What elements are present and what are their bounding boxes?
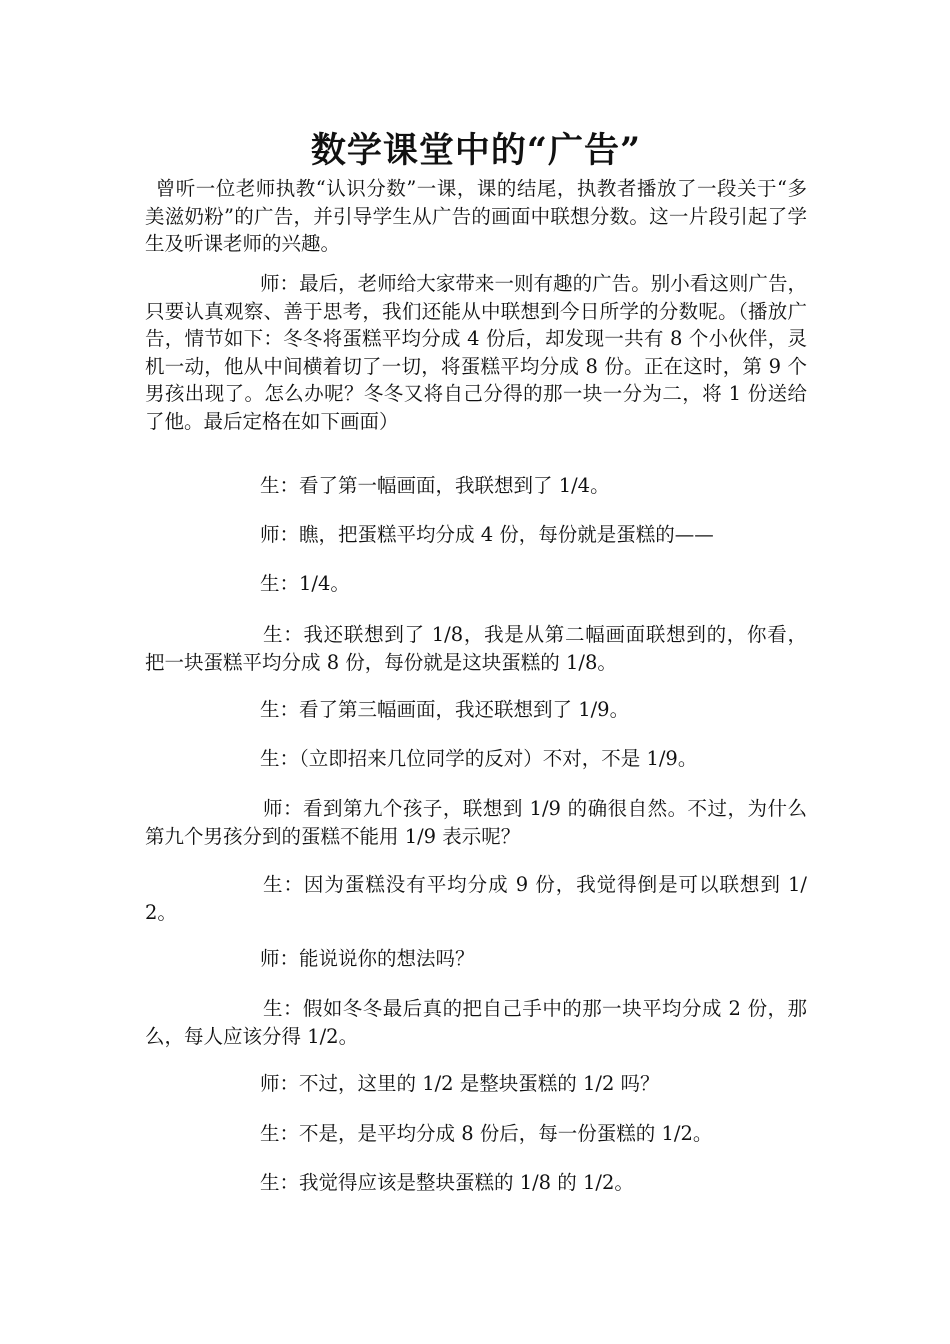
student-paragraph-12: 生：不是，是平均分成 8 份后，每一份蛋糕的 1/2。 <box>260 1122 713 1145</box>
student-paragraph-4: 生：我还联想到了 1/8，我是从第二幅画面联想到的，你看，把一块蛋糕平均分成 8 份，每份就是这块蛋糕的 1/8。 <box>145 623 807 674</box>
teacher-paragraph-11: 师：不过，这里的 1/2 是整块蛋糕的 1/2 吗？ <box>260 1072 660 1095</box>
student-paragraph-8: 生：因为蛋糕没有平均分成 9 份，我觉得倒是可以联想到 1/2。 <box>145 873 807 924</box>
teacher-paragraph-ad: 师：最后，老师给大家带来一则有趣的广告。别小看这则广告，只要认真观察、善于思考，我们还能从中联想到今日所学的分数呢。（播放广告，情节如下：冬冬将蛋糕平均分成 4 份后，却发现一共有 8 个小伙伴，灵机一动，他从中间横着切了一切，将蛋糕平均分成 8 份。正在这时，第 9 个男孩出现了。怎么办呢？冬冬又将自己分得的那一块一分为二，将 1 份送给了他。最后定格在如下画面） <box>145 272 807 433</box>
document-title: 数学课堂中的“广告” <box>310 130 642 171</box>
teacher-paragraph-2: 师：瞧，把蛋糕平均分成 4 份，每份就是蛋糕的—— <box>260 523 714 546</box>
teacher-paragraph-9: 师：能说说你的想法吗？ <box>260 947 475 970</box>
student-paragraph-6: 生：（立即招来几位同学的反对）不对，不是 1/9。 <box>260 747 698 770</box>
student-paragraph-13: 生：我觉得应该是整块蛋糕的 1/8 的 1/2。 <box>260 1171 634 1194</box>
student-paragraph-3: 生：1/4。 <box>260 572 350 595</box>
intro-paragraph: 曾听一位老师执教“认识分数”一课，课的结尾，执教者播放了一段关于“多美滋奶粉”的广告，并引导学生从广告的画面中联想分数。这一片段引起了学生及听课老师的兴趣。 <box>145 177 807 255</box>
student-paragraph-10: 生：假如冬冬最后真的把自己手中的那一块平均分成 2 份，那么，每人应该分得 1/2。 <box>145 997 807 1048</box>
teacher-paragraph-7: 师：看到第九个孩子，联想到 1/9 的确很自然。不过，为什么第九个男孩分到的蛋糕不能用 1/9 表示呢？ <box>145 797 807 848</box>
student-paragraph-1: 生：看了第一幅画面，我联想到了 1/4。 <box>260 474 610 497</box>
student-paragraph-5: 生：看了第三幅画面，我还联想到了 1/9。 <box>260 698 630 721</box>
